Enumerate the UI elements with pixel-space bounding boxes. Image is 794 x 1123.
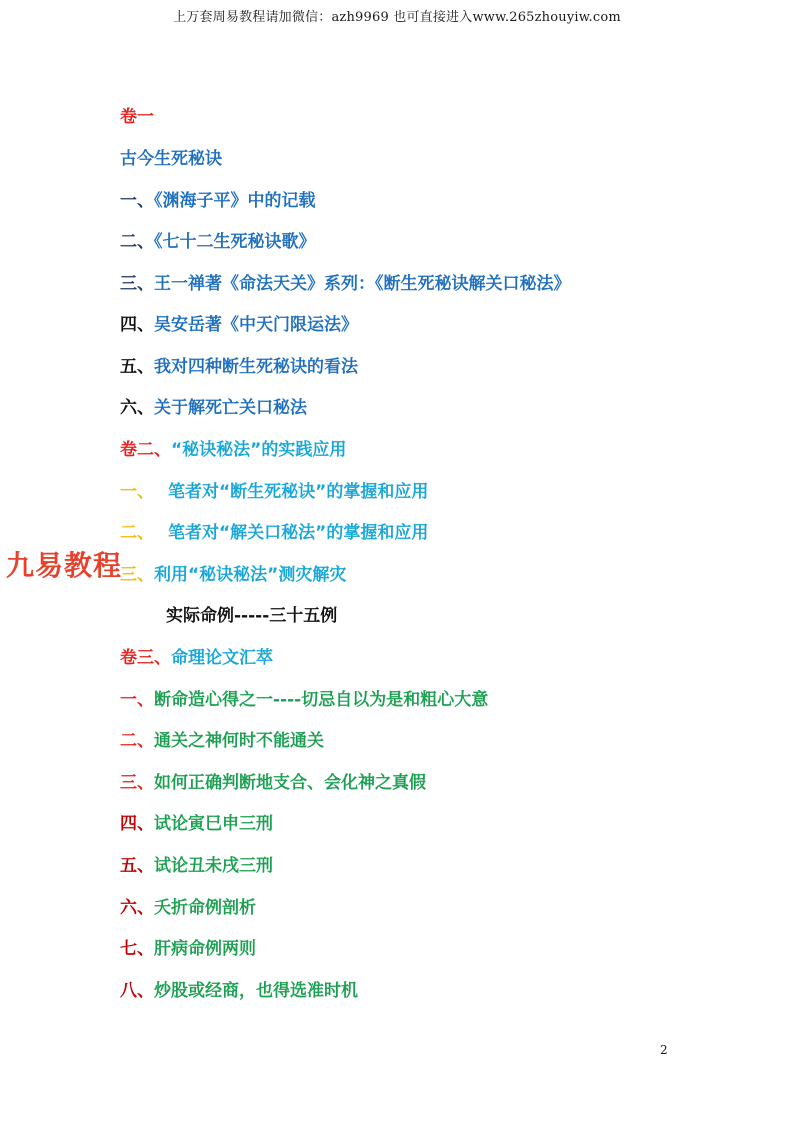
toc-item-5 (120, 356, 358, 378)
toc-paper-2 (120, 730, 324, 752)
toc-paper-5-num: 五、 (120, 856, 154, 876)
toc-sub-2 (120, 522, 428, 544)
toc-section-gujin (120, 148, 222, 170)
toc-item-6-num: 六、 (120, 398, 154, 418)
toc-item-5-text: 我对四种断生死秘诀的看法 (154, 357, 358, 377)
toc-paper-1-num: 一、 (120, 690, 154, 710)
toc-paper-7-num: 七、 (120, 939, 154, 959)
toc-paper-6 (120, 897, 256, 919)
toc-cases (166, 605, 337, 627)
toc-item-2-num: 二、 (120, 232, 154, 252)
toc-volume-1-title: 卷一 (120, 107, 154, 127)
toc-section-gujin-title: 古今生死秘诀 (120, 149, 222, 169)
toc-volume-2-label: 卷二、 (120, 440, 171, 460)
toc-item-3-text: 王一禅著《命法天关》系列：《断生死秘诀解关口秘法》 (154, 274, 571, 294)
toc-sub-3 (120, 564, 346, 586)
toc-sub-3-text: 利用“秘诀秘法”测灾解灾 (154, 565, 347, 585)
toc-item-1 (120, 190, 316, 212)
toc-sub-1-text: 笔者对“断生死秘诀”的掌握和应用 (168, 482, 429, 502)
toc-item-4-text: 吴安岳著《中天门限运法》 (154, 315, 358, 335)
toc-sub-3-num: 三、 (120, 565, 154, 585)
toc-sub-2-num: 二、 (120, 523, 154, 543)
page-number: 2 (660, 1043, 668, 1057)
toc-item-6 (120, 397, 307, 419)
toc-cases-text: 实际命例-----三十五例 (166, 606, 338, 626)
toc-paper-1-text: 断命造心得之一----切忌自以为是和粗心大意 (154, 690, 489, 710)
toc-paper-6-num: 六、 (120, 898, 154, 918)
toc-item-3-num: 三、 (120, 274, 154, 294)
toc-paper-4-text: 试论寅巳申三刑 (154, 814, 273, 834)
toc-paper-3-num: 三、 (120, 773, 154, 793)
toc-paper-8-text: 炒股或经商，也得选准时机 (154, 981, 358, 1001)
watermark-logo: 九易教程 (6, 549, 123, 582)
toc-item-6-text: 关于解死亡关口秘法 (154, 398, 307, 418)
toc-volume-2-text: “秘诀秘法”的实践应用 (171, 440, 347, 460)
toc-paper-8-num: 八、 (120, 981, 154, 1001)
toc-paper-3-text: 如何正确判断地支合、会化神之真假 (154, 773, 426, 793)
toc-item-1-text: 《渊海子平》中的记载 (154, 191, 316, 211)
toc-volume-3 (120, 647, 273, 669)
toc-paper-3 (120, 772, 426, 794)
toc-sub-2-text: 笔者对“解关口秘法”的掌握和应用 (168, 523, 429, 543)
toc-paper-1 (120, 689, 488, 711)
toc-paper-4-num: 四、 (120, 814, 154, 834)
toc-sub-1-num: 一、 (120, 482, 154, 502)
toc-item-5-num: 五、 (120, 357, 154, 377)
toc-paper-2-text: 通关之神何时不能通关 (154, 731, 324, 751)
toc-item-4 (120, 314, 358, 336)
toc-paper-7 (120, 938, 256, 960)
toc-item-3 (120, 273, 571, 295)
toc-volume-3-label: 卷三、 (120, 648, 171, 668)
toc-volume-3-text: 命理论文汇萃 (171, 648, 273, 668)
page-header: 上万套周易教程请加微信：azh9969 也可直接进入www.265zhouyiw.com (173, 10, 621, 25)
toc-item-2 (120, 231, 316, 253)
toc-paper-6-text: 夭折命例剖析 (154, 898, 256, 918)
toc-item-4-num: 四、 (120, 315, 154, 335)
toc-paper-4 (120, 813, 273, 835)
toc-paper-2-num: 二、 (120, 731, 154, 751)
toc-sub-1 (120, 481, 428, 503)
toc-paper-5 (120, 855, 273, 877)
toc-item-1-num: 一、 (120, 191, 154, 211)
toc-volume-1 (120, 106, 154, 128)
toc-volume-2 (120, 439, 346, 461)
toc-paper-5-text: 试论丑未戌三刑 (154, 856, 273, 876)
toc-paper-8 (120, 980, 358, 1002)
toc-item-2-text: 《七十二生死秘诀歌》 (154, 232, 316, 252)
toc-paper-7-text: 肝病命例两则 (154, 939, 256, 959)
